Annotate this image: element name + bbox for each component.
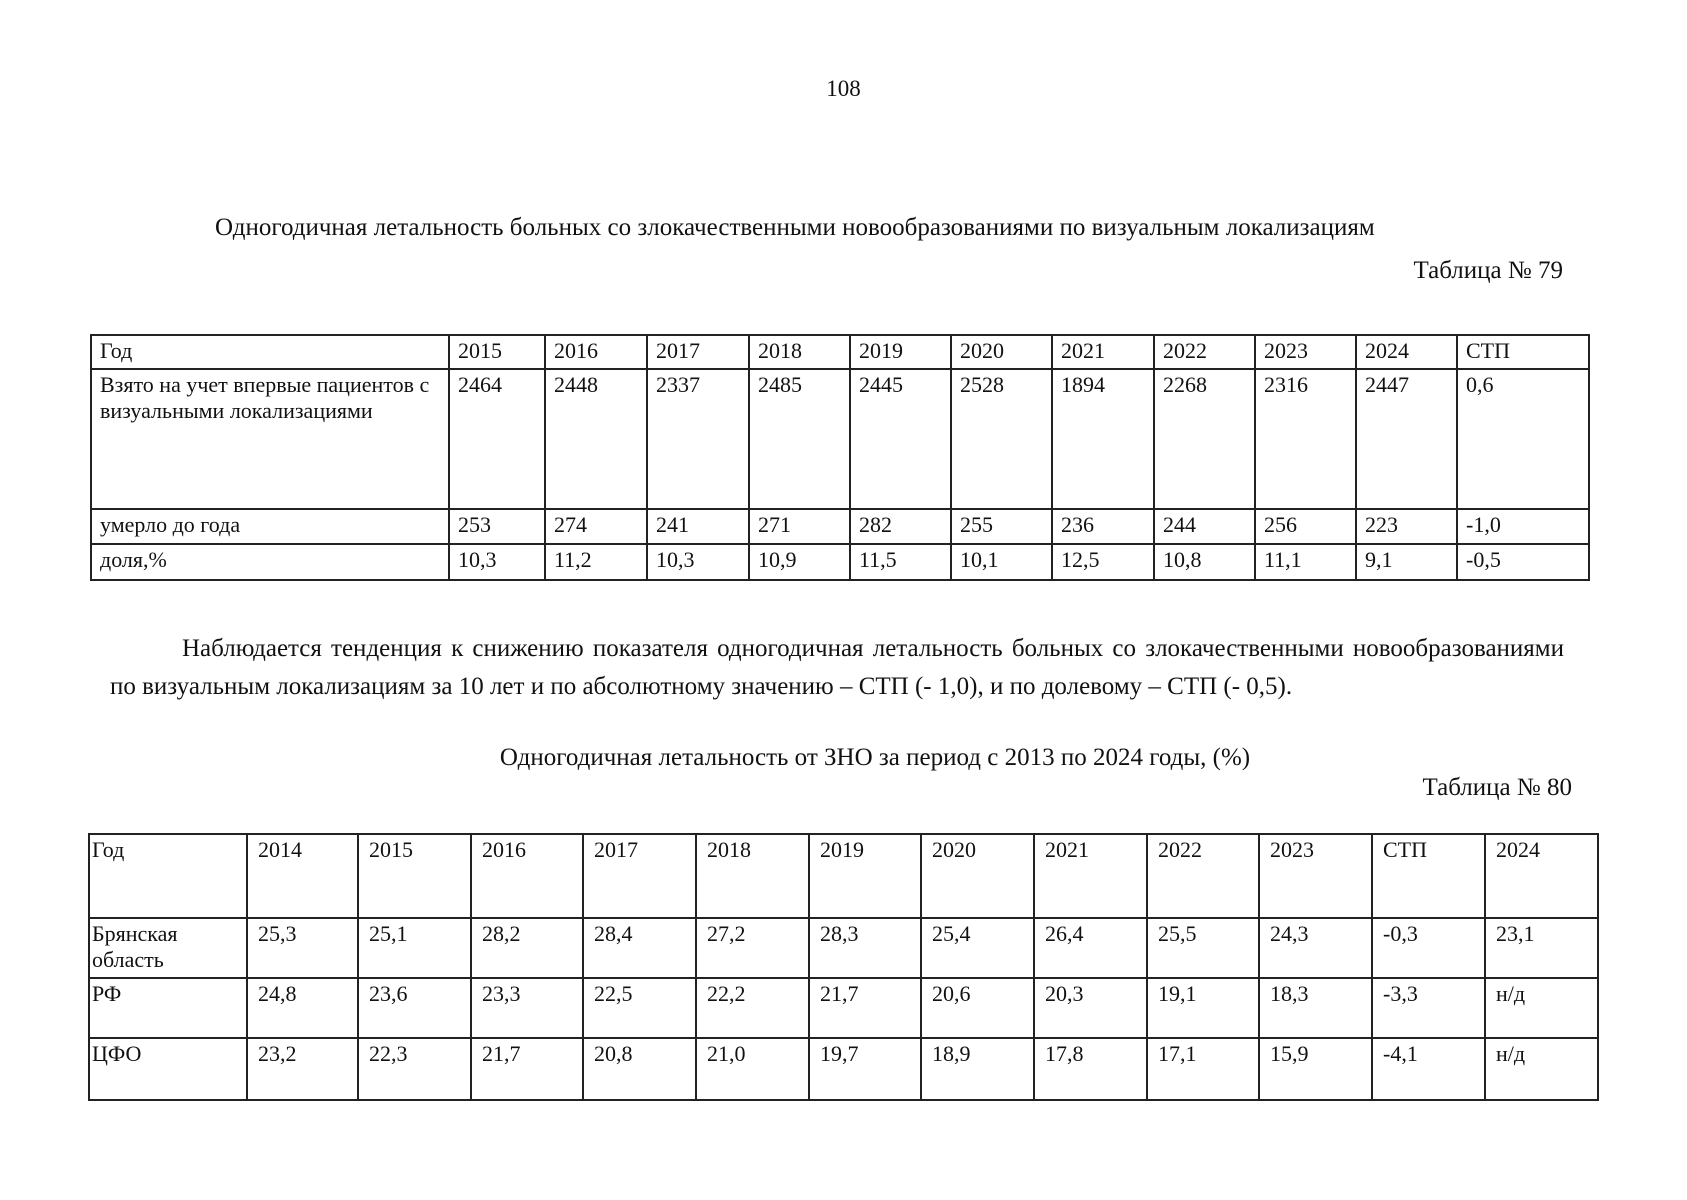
table-cell: 21,7: [471, 1038, 583, 1100]
table-header-row: [91, 335, 1589, 369]
table-cell: 10,9: [749, 544, 850, 580]
header-cell: 2017: [647, 335, 749, 369]
table-row: [91, 544, 1589, 580]
table-cell: 27,2: [696, 918, 809, 978]
table-cell: 236: [1052, 509, 1154, 544]
table-cell: 19,1: [1147, 978, 1259, 1038]
header-cell: 2016: [471, 834, 583, 918]
table-80-label: Таблица № 80: [1422, 774, 1572, 801]
table-cell: 223: [1356, 509, 1457, 544]
table-cell: 22,3: [358, 1038, 471, 1100]
header-cell: 2014: [247, 834, 358, 918]
header-cell: 2020: [951, 335, 1052, 369]
table-cell: 253: [449, 509, 545, 544]
header-cell: 2016: [545, 335, 647, 369]
table-80-heading: Одногодичная летальность от ЗНО за период с 2013 по 2024 годы, (%): [499, 744, 1251, 771]
table-row: [89, 978, 1598, 1038]
table-cell: 19,7: [809, 1038, 921, 1100]
header-cell: 2015: [449, 335, 545, 369]
table-cell: 23,3: [471, 978, 583, 1038]
header-cell: 2022: [1154, 335, 1255, 369]
table-cell: 21,7: [809, 978, 921, 1038]
header-cell: Год: [91, 335, 449, 369]
header-cell: 2022: [1147, 834, 1259, 918]
table-cell: 10,8: [1154, 544, 1255, 580]
table-cell: 10,3: [449, 544, 545, 580]
table-cell: 18,3: [1259, 978, 1372, 1038]
table-cell: 282: [850, 509, 951, 544]
table-cell: 11,5: [850, 544, 951, 580]
table-cell: 28,4: [583, 918, 696, 978]
table-cell: 25,1: [358, 918, 471, 978]
row-label-cell: ЦФО: [89, 1038, 247, 1100]
table-cell: -0,3: [1372, 918, 1485, 978]
table-row: [91, 509, 1589, 544]
table-cell: 11,2: [545, 544, 647, 580]
row-label-cell: умерло до года: [91, 509, 449, 544]
table-cell: 11,1: [1255, 544, 1356, 580]
header-cell: 2024: [1356, 335, 1457, 369]
table-cell: -1,0: [1457, 509, 1589, 544]
table-cell: 25,5: [1147, 918, 1259, 978]
header-cell: 2018: [749, 335, 850, 369]
table-row: [89, 1038, 1598, 1100]
table-cell: 28,3: [809, 918, 921, 978]
table-cell: 0,6: [1457, 369, 1589, 509]
header-cell: 2020: [921, 834, 1034, 918]
table-cell: 20,8: [583, 1038, 696, 1100]
table-cell: 2528: [951, 369, 1052, 509]
header-cell: 2017: [583, 834, 696, 918]
table-row: [89, 918, 1598, 978]
table-79-heading: Одногодичная летальность больных со злокачественными новообразованиями по визуальным локализациям: [215, 214, 1375, 241]
table-row: [91, 369, 1589, 509]
table-cell: 271: [749, 509, 850, 544]
table-cell: 2464: [449, 369, 545, 509]
table-cell: 23,1: [1485, 918, 1598, 978]
body-paragraph: Наблюдается тенденция к снижению показателя одногодичная летальность больных со злокачественными новообразованиями по визуальным локализациям за 10 лет и по абсолютному значению – СТП (- 1,0), и по долевому – СТП (- 0,5).: [110, 635, 1564, 700]
table-cell: 9,1: [1356, 544, 1457, 580]
table-79: [90, 334, 1590, 581]
table-cell: 1894: [1052, 369, 1154, 509]
header-cell: 2019: [809, 834, 921, 918]
table-cell: 21,0: [696, 1038, 809, 1100]
table-cell: 17,8: [1034, 1038, 1147, 1100]
table-cell: 255: [951, 509, 1052, 544]
row-label-cell: РФ: [89, 978, 247, 1038]
table-cell: 2337: [647, 369, 749, 509]
header-cell: 2021: [1052, 335, 1154, 369]
table-cell: 10,1: [951, 544, 1052, 580]
table-cell: 15,9: [1259, 1038, 1372, 1100]
table-cell: 24,8: [247, 978, 358, 1038]
table-cell: 12,5: [1052, 544, 1154, 580]
page-number: 108: [826, 76, 861, 101]
table-cell: -3,3: [1372, 978, 1485, 1038]
table-cell: 2445: [850, 369, 951, 509]
header-cell: 2015: [358, 834, 471, 918]
table-cell: 24,3: [1259, 918, 1372, 978]
table-header-row: [89, 834, 1598, 918]
table-cell: 22,2: [696, 978, 809, 1038]
table-cell: 2448: [545, 369, 647, 509]
table-80: [88, 833, 1599, 1101]
table-cell: -4,1: [1372, 1038, 1485, 1100]
table-cell: 28,2: [471, 918, 583, 978]
table-cell: 22,5: [583, 978, 696, 1038]
table-cell: 2316: [1255, 369, 1356, 509]
table-cell: 26,4: [1034, 918, 1147, 978]
row-label-cell: доля,%: [91, 544, 449, 580]
header-cell: 2024: [1485, 834, 1598, 918]
table-cell: -0,5: [1457, 544, 1589, 580]
table-cell: 244: [1154, 509, 1255, 544]
table-cell: 2485: [749, 369, 850, 509]
table-cell: 274: [545, 509, 647, 544]
header-cell: 2019: [850, 335, 951, 369]
header-cell: 2021: [1034, 834, 1147, 918]
table-79-label: Таблица № 79: [1413, 257, 1563, 284]
table-cell: н/д: [1485, 1038, 1598, 1100]
table-cell: 25,4: [921, 918, 1034, 978]
table-cell: 23,2: [247, 1038, 358, 1100]
table-cell: 10,3: [647, 544, 749, 580]
header-cell: 2018: [696, 834, 809, 918]
header-cell: 2023: [1255, 335, 1356, 369]
table-cell: 18,9: [921, 1038, 1034, 1100]
header-cell: 2023: [1259, 834, 1372, 918]
header-cell: СТП: [1372, 834, 1485, 918]
table-cell: 256: [1255, 509, 1356, 544]
table-cell: 25,3: [247, 918, 358, 978]
table-cell: 2447: [1356, 369, 1457, 509]
header-cell: СТП: [1457, 335, 1589, 369]
table-cell: 241: [647, 509, 749, 544]
table-cell: 20,6: [921, 978, 1034, 1038]
row-label-cell: Взято на учет впервые пациентов с визуальными локализациями: [91, 369, 449, 509]
table-cell: 2268: [1154, 369, 1255, 509]
table-cell: н/д: [1485, 978, 1598, 1038]
table-cell: 20,3: [1034, 978, 1147, 1038]
header-cell: Год: [89, 834, 247, 918]
row-label-cell: Брянская область: [89, 918, 247, 978]
table-cell: 17,1: [1147, 1038, 1259, 1100]
table-cell: 23,6: [358, 978, 471, 1038]
